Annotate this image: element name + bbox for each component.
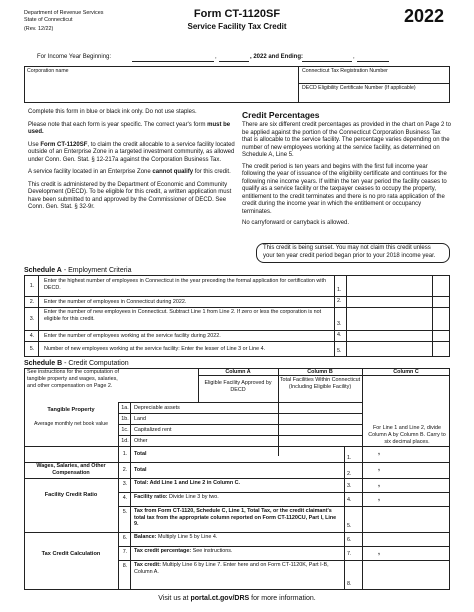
sched-b-line-number: 3. xyxy=(347,483,352,489)
column-a-total-input[interactable] xyxy=(199,462,277,478)
column-a-header: Column A xyxy=(225,369,251,375)
column-a-input[interactable] xyxy=(199,403,277,413)
sched-a-row-text: Number of new employees working at the service facility: Enter the lesser of Line 3 or Line 4. xyxy=(44,346,266,352)
sched-a-amount-input[interactable] xyxy=(347,331,431,341)
tangible-property-label: Tangible Property xyxy=(47,407,95,413)
enterprise-zone-note: A service facility located in an Enterprise Zone cannot qualify for this credit. xyxy=(28,169,231,175)
ct-tax-reg-field[interactable] xyxy=(300,67,390,75)
sched-b-row-text: Balance: Multiply Line 5 by Line 4. xyxy=(134,534,218,540)
column-c-input[interactable] xyxy=(363,532,449,546)
credit-percentages-heading: Credit Percentages xyxy=(242,110,320,120)
sched-b-line-number: 1. xyxy=(347,455,352,461)
sched-a-line-number: 5. xyxy=(337,348,342,354)
sched-b-row-text: Tax credit: Multiply Line 6 by Line 7. Enter here and on Form CT-1120K, Part I-B, Column A. xyxy=(134,562,329,575)
column-c-input[interactable] xyxy=(363,506,449,532)
credit-percentages-section xyxy=(242,110,452,228)
column-a-input[interactable] xyxy=(199,425,277,435)
income-year-label: For Income Year Beginning: xyxy=(37,54,112,60)
column-c-input[interactable] xyxy=(363,446,449,462)
carryforward-note: No carryforward or carryback is allowed. xyxy=(242,220,350,226)
wages-label: Wages, Salaries, and Other Compensation xyxy=(36,463,106,476)
column-a-subheader: Eligible Facility Approved by DECD xyxy=(204,380,272,393)
facility-ratio-label: Facility Credit Ratio xyxy=(44,492,98,498)
sched-b-row-number: 6. xyxy=(122,535,128,541)
column-c-input[interactable] xyxy=(363,546,449,560)
schedule-a-title: Schedule A - Employment Criteria xyxy=(24,267,132,274)
form-subtitle: Service Facility Tax Credit xyxy=(187,22,287,31)
sched-b-line-number: 8. xyxy=(347,581,352,587)
sched-b-line-number: 5. xyxy=(347,523,352,529)
credit-percentages-p1: There are six different credit percentages as provided in the chart on Page 2 to be applied against the portion of the Connecticut Corporation Business Tax that is allocable to the service facility. The percentage varies depending on the number of new employees working at the service facility, as determined on Schedule A, Line 5. xyxy=(242,122,452,158)
sched-b-row-number: 5. xyxy=(122,509,128,515)
form-title: Form CT-1120SF xyxy=(193,8,281,20)
sched-b-row-number: 8. xyxy=(122,563,128,569)
sched-b-total-label: Total xyxy=(134,451,147,457)
sched-b-row-text: Tax credit percentage: See instructions. xyxy=(134,548,233,554)
decd-cert-label: DECD Eligibility Certificate Number (If applicable) xyxy=(302,85,416,91)
sched-a-amount-input[interactable] xyxy=(347,297,431,307)
sched-b-row-text: Facility ratio: Divide Line 3 by two. xyxy=(134,494,219,500)
column-b-input[interactable] xyxy=(279,403,361,413)
state-name: State of Connecticut xyxy=(24,17,73,23)
column-a-total-input[interactable] xyxy=(199,446,277,462)
end-date-input[interactable] xyxy=(302,61,352,62)
sched-a-line-number: 4. xyxy=(337,332,342,338)
sched-a-row-number: 1. xyxy=(29,283,35,289)
instructions-left xyxy=(28,109,236,212)
sched-b-subrow-label: Land xyxy=(134,416,146,422)
portal-link[interactable]: portal.ct.gov/DRS xyxy=(190,595,250,602)
column-a-input[interactable] xyxy=(199,414,277,424)
sunset-notice: This credit is being sunset. You may not claim this credit unless your ten year credit period began prior to your 2018 income year. xyxy=(256,243,450,263)
sched-b-line-number: 7. xyxy=(347,551,352,557)
form-year: 2022 xyxy=(404,6,445,26)
sched-b-row-number: 7. xyxy=(122,549,128,555)
credit-period-text: The credit period is ten years and begins with the first full income year following the year of issuance of the eligibility certificate and continues for the following nine income years. If within the ten year period the facility ceases to qualify as a service facility or the taxpayer ceases to occupy the property, entitlement to the credit terminates and there is no pro rata application of the credit during the income year in which the entitlement or occupancy terminates. xyxy=(242,163,447,215)
sched-b-row-number: 2. xyxy=(122,467,128,473)
decimal-separator: , xyxy=(378,481,380,488)
sched-b-row-number: 1. xyxy=(122,451,128,457)
sched-b-row-text: Tax from Form CT-1120, Schedule C, Line 1, Total Tax, or the credit claimant's total tax from the appropriate column reported on Form CT-1120CU, Part I, Line 9. xyxy=(134,508,337,528)
sched-b-row-number: 4. xyxy=(122,495,128,501)
end-date-comma: , xyxy=(353,54,355,60)
corp-name-label: Corporation name xyxy=(27,68,69,74)
dept-name: Department of Revenue Services xyxy=(24,10,104,16)
sched-a-amount-input[interactable] xyxy=(347,277,431,296)
column-c-input[interactable] xyxy=(363,492,449,506)
sched-b-line-number: 2. xyxy=(347,471,352,477)
sched-a-row-text: Enter the number of employees in Connecticut during 2022. xyxy=(44,298,187,305)
decimal-separator: , xyxy=(378,549,380,556)
tax-credit-calc-label: Tax Credit Calculation xyxy=(41,551,101,557)
begin-date-input[interactable] xyxy=(132,61,214,62)
column-b-header: Column B xyxy=(307,369,333,375)
begin-date-comma: , xyxy=(215,54,217,60)
decd-cert-field[interactable] xyxy=(300,84,418,92)
revision-date: (Rev. 12/22) xyxy=(24,26,54,32)
sched-a-amount-input[interactable] xyxy=(347,342,431,357)
sched-b-row-number: 3. xyxy=(122,481,128,487)
year-specific-note: Please note that each form is year specific. The correct year's form must be used. xyxy=(28,121,231,135)
sched-a-row-number: 2. xyxy=(29,298,35,305)
column-b-subheader: Total Facilities Within Connecticut (Including Eligible Facility) xyxy=(279,377,361,390)
column-b-total-input[interactable] xyxy=(279,446,343,462)
schedule-b-intro: See instructions for the computation of tangible property and wages, salaries, and other compensation on Page 2. xyxy=(27,369,119,389)
sched-b-subrow-number: 1c. xyxy=(121,427,129,433)
sched-a-amount-input[interactable] xyxy=(347,308,431,330)
sched-a-row-number: 4. xyxy=(29,332,35,339)
sched-b-line-number: 6. xyxy=(347,537,352,543)
column-b-input[interactable] xyxy=(279,425,361,435)
decd-note: This credit is administered by the Department of Economic and Community Development (DECD). To be eligible for this credit, a written application must have been submitted to and approved by the Commissioner of DECD. See Conn. Gen. Stat. § 32-9r. xyxy=(28,181,232,210)
sched-b-subrow-label: Capitalized rent xyxy=(134,427,172,433)
sched-a-line-number: 3. xyxy=(337,321,342,327)
footer: Visit us at portal.ct.gov/DRS for more information. xyxy=(158,595,316,602)
column-c-header: Column C xyxy=(393,369,419,375)
sched-b-subrow-label: Other xyxy=(134,438,148,444)
decimal-separator: , xyxy=(378,495,380,502)
corp-name-field[interactable] xyxy=(25,67,71,75)
sched-b-subrow-number: 1b. xyxy=(121,416,129,422)
tangible-property-sublabel: Average monthly net book value xyxy=(33,421,109,427)
column-b-input[interactable] xyxy=(279,414,361,424)
ct-tax-reg-label: Connecticut Tax Registration Number xyxy=(302,68,388,74)
sched-b-subrow-label: Depreciable assets xyxy=(134,405,180,411)
column-c-note: For Line 1 and Line 2, divide Column A by Column B. Carry to six decimal places. xyxy=(368,425,446,445)
sched-b-line-number: 4. xyxy=(347,497,352,503)
sched-a-row-text: Enter the number of new employees in Connecticut. Subtract Line 1 from Line 2. If zero or less the corporation is not eligible for this credit. xyxy=(44,309,322,322)
column-b-input[interactable] xyxy=(279,436,361,446)
column-c-input[interactable] xyxy=(363,478,449,492)
column-c-input[interactable] xyxy=(363,462,449,478)
ink-instruction: Complete this form in blue or black ink only. Do not use staples. xyxy=(28,109,197,115)
column-c-input[interactable] xyxy=(363,560,449,590)
sched-a-row-text: Enter the number of employees working at the service facility during 2022. xyxy=(44,332,221,339)
sched-a-row-number: 5. xyxy=(29,346,35,352)
sched-b-total-label: Total xyxy=(134,467,147,473)
end-year-input[interactable] xyxy=(357,61,389,62)
sched-b-row-text: Total: Add Line 1 and Line 2 in Column C. xyxy=(134,480,241,486)
begin-year-input[interactable] xyxy=(219,61,249,62)
sched-a-line-number: 2. xyxy=(337,298,342,304)
sched-a-row-text: Enter the highest number of employees in Connecticut in the year preceding the formal application for certification with DECD. xyxy=(44,278,326,291)
sched-a-line-number: 1. xyxy=(337,287,342,293)
sched-b-subrow-number: 1a. xyxy=(121,405,129,411)
and-ending-label: , 2022 and Ending: xyxy=(250,54,304,60)
column-a-input[interactable] xyxy=(199,436,277,446)
decimal-separator: , xyxy=(378,449,380,456)
decimal-separator: , xyxy=(378,465,380,472)
use-form-note: Use Form CT-1120SF, to claim the credit allocable to a service facility located outside of an Enterprise Zone in a targeted investment community, as allowed under Conn. Gen. Stat. § 12-217a against the Corporation Business Tax. xyxy=(28,141,235,163)
sched-b-subrow-number: 1d. xyxy=(121,438,129,444)
sched-a-row-number: 3. xyxy=(29,315,35,322)
schedule-b-title: Schedule B - Credit Computation xyxy=(24,360,129,367)
column-b-total-input[interactable] xyxy=(279,462,343,478)
